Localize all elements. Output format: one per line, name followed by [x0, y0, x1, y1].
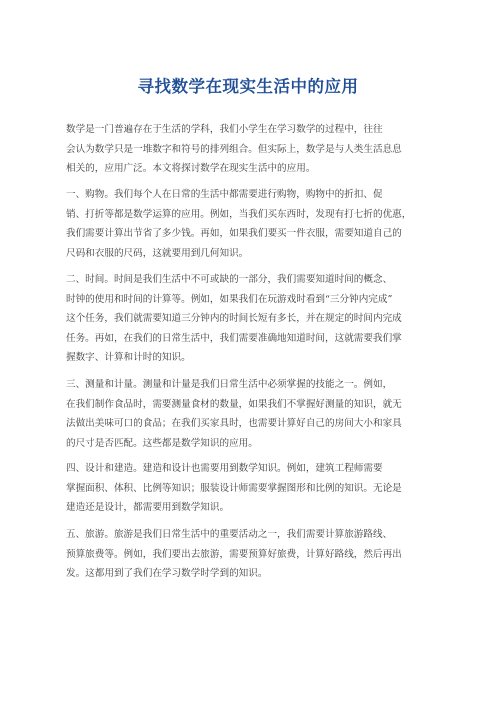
paragraph-line: 的尺寸是否匹配。这些都是数学知识的应用。: [66, 437, 258, 449]
paragraph-line: 二、时间。时间是我们生活中不可或缺的一部分，我们需要知道时间的概念、: [66, 274, 393, 285]
paragraph-line: 任务。再如，在我们的日常生活中，我们需要准确地知道时间，这就需要我们掌: [66, 332, 402, 344]
paragraph-line: 相关的，应用广泛。本文将探讨数学在现实生活中的应用。: [66, 163, 316, 174]
paragraph-line: 尺码和衣服的尺码，这就要用到几何知识。: [66, 247, 249, 259]
paragraph-line: 掌握面积、体积、比例等知识；服装设计师需要掌握图形和比例的知识。无论是: [66, 482, 402, 494]
paragraph-line: 时钟的使用和时间的计算等。例如，如果我们在玩游戏时看到“三分钟内完成”: [66, 293, 393, 305]
paragraph-line: 三、测量和计量。测量和计量是我们日常生活中必须掌握的技能之一。例如，: [66, 379, 393, 390]
paragraph-line: 销、打折等都是数学运算的应用。例如，当我们买东西时，发现有打七折的优惠，: [66, 208, 412, 220]
paragraph-shopping: [66, 185, 411, 263]
paragraph-measurement: [66, 375, 402, 453]
paragraph-line: 握数字、计算和计时的知识。: [66, 352, 191, 363]
paragraph-line: 建造还是设计，都需要用到数学知识。: [66, 502, 230, 513]
paragraph-intro: [66, 120, 402, 179]
paragraph-line: 四、设计和建造。建造和设计也需要用到数学知识。例如，建筑工程师需要: [66, 463, 383, 474]
paragraph-line: 我们需要计算出节省了多少钱。再如，如果我们要买一件衣服，需要知道自己的: [66, 228, 402, 239]
paragraph-line: 法做出美味可口的食品；在我们买家具时，也需要计算好自己的房间大小和家具: [66, 418, 402, 429]
paragraph-line: 会认为数学只是一堆数字和符号的排列组合。但实际上，数学是与人类生活息息: [66, 143, 402, 155]
paragraph-line: 五、旅游。旅游是我们日常生活中的重要活动之一，我们需要计算旅游路线、: [66, 529, 393, 540]
paragraph-line: 在我们制作食品时，需要测量食材的数量，如果我们不掌握好测量的知识，就无: [66, 398, 402, 410]
paragraph-line: 数学是一门普遍存在于生活的学科，我们小学生在学习数学的过程中，往往: [66, 124, 383, 135]
paragraph-time: [66, 270, 402, 368]
paragraph-line: 一、购物。我们每个人在日常的生活中都需要进行购物，购物中的折扣、促: [66, 189, 383, 200]
document-title: 寻找数学在现实生活中的应用: [137, 77, 359, 96]
paragraph-travel: [66, 525, 402, 584]
paragraph-design: [66, 459, 402, 518]
paragraph-line: 这个任务，我们就需要知道三分钟内的时间长短有多长，并在规定的时间内完成: [66, 313, 402, 324]
paragraph-line: 发。这都用到了我们在学习数学时学到的知识。: [66, 568, 268, 579]
paragraph-line: 预算旅费等。例如，我们要出去旅游，需要预算好旅费，计算好路线，然后再出: [66, 548, 402, 560]
